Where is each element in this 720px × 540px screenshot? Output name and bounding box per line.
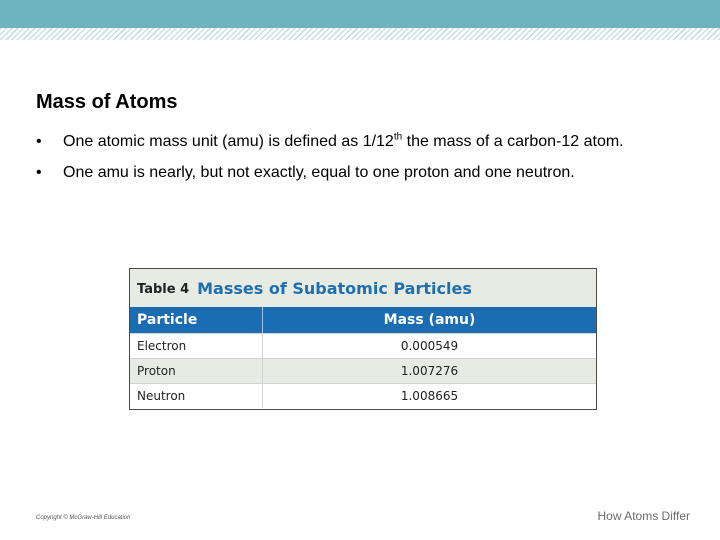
header-particle: Particle bbox=[130, 307, 263, 333]
bullet-item-amu-definition bbox=[36, 131, 676, 152]
table-row bbox=[130, 333, 596, 358]
ordinal-superscript: th bbox=[393, 131, 403, 143]
bullet-item-amu-approximation bbox=[36, 162, 676, 183]
particle-cell: Neutron bbox=[130, 384, 263, 408]
bullet-mark: • bbox=[36, 164, 42, 181]
bullet-text-suffix: the mass of a carbon-12 atom. bbox=[402, 133, 624, 150]
table-header-row bbox=[130, 307, 596, 333]
header-band bbox=[0, 0, 720, 28]
table-title: Masses of Subatomic Particles bbox=[197, 278, 472, 298]
mass-cell: 1.007276 bbox=[400, 364, 459, 378]
mass-cell: 0.000549 bbox=[400, 339, 459, 353]
bullet-text-prefix: One bbox=[63, 133, 98, 150]
copyright-notice: Copyright © McGraw-Hill Education bbox=[36, 515, 131, 521]
bullet-mark: • bbox=[36, 133, 42, 150]
mass-cell: 1.008665 bbox=[400, 389, 459, 403]
table-row bbox=[130, 358, 596, 383]
subatomic-masses-table bbox=[129, 268, 597, 410]
bullet-text: One amu is nearly, but not exactly, equal to one proton and one neutron. bbox=[63, 164, 575, 181]
bullet-list bbox=[36, 131, 676, 193]
particle-cell: Proton bbox=[130, 359, 263, 383]
table-row bbox=[130, 383, 596, 408]
header-stripes bbox=[0, 28, 720, 40]
particle-cell: Electron bbox=[130, 334, 263, 358]
slide-title: Mass of Atoms bbox=[36, 91, 178, 113]
atomic-mass-unit-term: atomic mass unit bbox=[97, 133, 218, 150]
table-label: Table 4 bbox=[137, 281, 190, 297]
section-title: How Atoms Differ bbox=[597, 509, 690, 523]
table-caption bbox=[130, 269, 596, 307]
header-mass: Mass (amu) bbox=[383, 312, 476, 328]
bullet-text-middle: (amu) is defined as 1/12 bbox=[217, 133, 394, 150]
